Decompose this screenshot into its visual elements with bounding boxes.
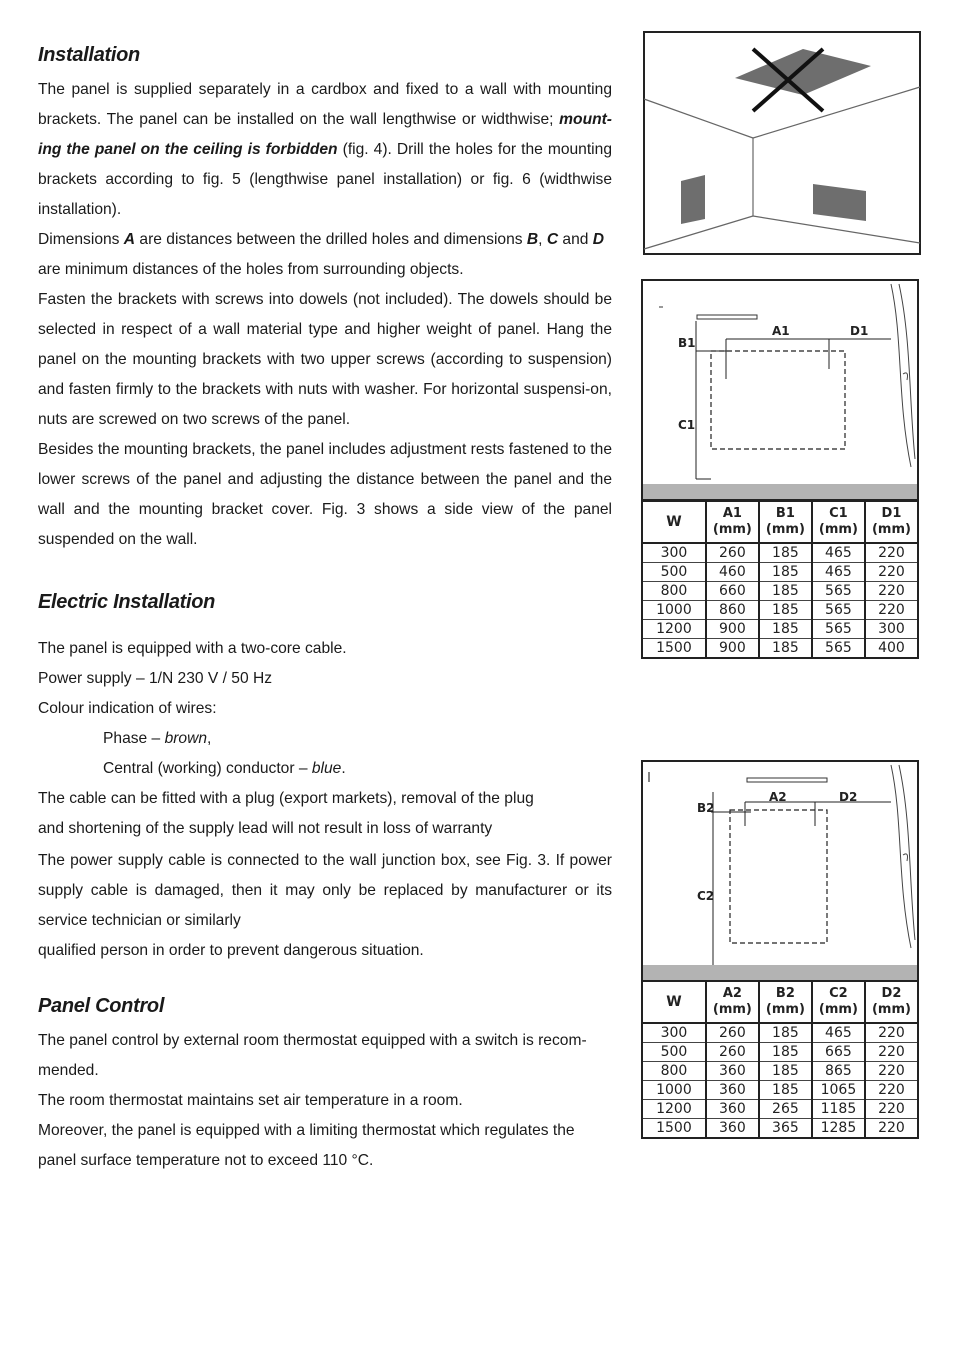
table-cell: 220 [865,1081,918,1100]
table-cell: 265 [759,1100,812,1119]
fig5-label-d: D1 [850,324,869,338]
table-cell: 185 [759,1062,812,1081]
table-cell: 360 [706,1119,759,1139]
table-cell: 1285 [812,1119,865,1139]
table-cell: 1500 [642,639,706,659]
table-header-row [642,981,918,1023]
table-cell: 220 [865,1062,918,1081]
table-cell: 1065 [812,1081,865,1100]
table-cell: 185 [759,639,812,659]
table-cell: 185 [759,601,812,620]
table-cell: 220 [865,1119,918,1139]
table-cell: 865 [812,1062,865,1081]
table-cell: 185 [759,543,812,563]
table-cell: 185 [759,620,812,639]
fig6-dimension-table [641,980,919,1139]
table-header-cell: W [642,501,706,543]
installation-paragraph-4: Besides the mounting brackets, the panel includes adjustment rests fastened to the lower screws of the panel and adjusting the distance between the panel and the wall and the mounting bracket cover. Fig. 3 shows a side view of the panel suspended on the wall. [38,441,612,548]
table-row [642,582,918,601]
figure-widthwise-installation [641,760,919,982]
figure-room-ceiling-forbidden [643,31,921,255]
electric-line-qualified: qualified person in order to prevent dangerous situation. [38,942,424,959]
fig6-label-a: A2 [769,790,787,804]
installation-paragraph-2: Dimensions A are distances between the drilled holes and dimensions B, C and D are minimum distances of the holes from surrounding objects. [38,231,605,278]
installation-text [38,75,612,555]
ceiling-warning: mount-ing the panel on the ceiling is forbidden [38,111,612,158]
table-row [642,1081,918,1100]
table-cell: 565 [812,582,865,601]
control-text [38,1026,612,1176]
table-cell: 185 [759,1081,812,1100]
table-header-cell: D1 (mm) [865,501,918,543]
table-cell: 360 [706,1081,759,1100]
table-cell: 220 [865,582,918,601]
table-row [642,1023,918,1043]
table-row [642,1100,918,1119]
table-row [642,1043,918,1062]
electric-line-central: Central (working) conductor – blue. [103,760,346,777]
table-cell: 260 [706,1043,759,1062]
installation-paragraph-3: Fasten the brackets with screws into dowels (not included). The dowels should be selected in respect of a wall material type and higher weight of panel. Hang the panel on the mounting brackets with two upper screws (according to suspension) and fasten firmly to the brackets with nuts with washer. For horizontal suspensi-on, nuts are screwed on two screws of the panel. [38,291,612,428]
table-cell: 220 [865,1100,918,1119]
table-cell: 565 [812,601,865,620]
fig5-dimension-table [641,500,919,659]
table-cell: 565 [812,620,865,639]
table-cell: 185 [759,1043,812,1062]
table-cell: 465 [812,1023,865,1043]
control-line-limit: Moreover, the panel is equipped with a limiting thermostat which regulates the [38,1122,575,1139]
electric-line-colour: Colour indication of wires: [38,700,217,717]
table-header-row [642,501,918,543]
installation-heading: Installation [38,44,140,66]
table-cell: 800 [642,582,706,601]
table-header-cell: A2 (mm) [706,981,759,1023]
table-cell: 860 [706,601,759,620]
table-cell: 500 [642,563,706,582]
table-cell: 665 [812,1043,865,1062]
table-row [642,620,918,639]
fig6-label-d: D2 [839,790,858,804]
table-cell: 465 [812,543,865,563]
table-cell: 900 [706,639,759,659]
fig5-label-a: A1 [772,324,790,338]
fig6-label-b: B2 [697,801,715,815]
table-row [642,543,918,563]
table-row [642,563,918,582]
table-cell: 1200 [642,1100,706,1119]
table-cell: 300 [642,1023,706,1043]
table-cell: 185 [759,1023,812,1043]
table-cell: 220 [865,543,918,563]
table-cell: 1000 [642,1081,706,1100]
electric-paragraph-junction: The power supply cable is connected to the wall junction box, see Fig. 3. If power supply cable is damaged, then it may only be replaced by manufacturer or its service technician or similarly [38,852,612,929]
table-cell: 400 [865,639,918,659]
fig5-label-b: B1 [678,336,696,350]
table-cell: 220 [865,601,918,620]
electric-line-power: Power supply – 1/N 230 V / 50 Hz [38,670,273,687]
table-cell: 260 [706,1023,759,1043]
table-cell: 300 [865,620,918,639]
table-cell: 220 [865,563,918,582]
control-heading: Panel Control [38,995,165,1017]
table-header-cell: C1 (mm) [812,501,865,543]
control-line-temp: panel surface temperature not to exceed 110 °C. [38,1152,374,1169]
table-cell: 465 [812,563,865,582]
table-header-cell: B1 (mm) [759,501,812,543]
table-header-cell: A1 (mm) [706,501,759,543]
table-cell: 1200 [642,620,706,639]
table-cell: 220 [865,1043,918,1062]
table-cell: 460 [706,563,759,582]
table-cell: 800 [642,1062,706,1081]
fig5-label-c: C1 [678,418,696,432]
table-cell: 220 [865,1023,918,1043]
table-row [642,1062,918,1081]
wall-panel-left [681,175,705,224]
table-row [642,1119,918,1139]
table-cell: 185 [759,563,812,582]
table-row [642,639,918,659]
table-header-cell: C2 (mm) [812,981,865,1023]
table-cell: 660 [706,582,759,601]
table-cell: 300 [642,543,706,563]
table-header-cell: B2 (mm) [759,981,812,1023]
table-cell: 900 [706,620,759,639]
figure-lengthwise-installation [641,279,919,501]
fig6-label-c: C2 [697,889,715,903]
installation-paragraph-1: The panel is supplied separately in a cardbox and fixed to a wall with mounting brackets. The panel can be installed on the wall lengthwise or widthwise; mount-ing the panel on the ceiling is forbidden (fig. 4). Drill the holes for the mounting brackets according to fig. 5 (lengthwise panel installation) or fig. 6 (widthwise installation). [38,81,612,218]
table-cell: 360 [706,1100,759,1119]
table-row [642,601,918,620]
electric-heading: Electric Installation [38,591,216,613]
electric-line-cable: The panel is equipped with a two-core cable. [38,640,347,657]
electric-line-phase: Phase – brown, [103,730,212,747]
table-cell: 360 [706,1062,759,1081]
table-cell: 365 [759,1119,812,1139]
control-paragraph-1: The panel control by external room thermostat equipped with a switch is recom-mended. [38,1032,587,1079]
control-line-room: The room thermostat maintains set air temperature in a room. [38,1092,463,1109]
table-cell: 260 [706,543,759,563]
table-header-cell: W [642,981,706,1023]
table-cell: 185 [759,582,812,601]
table-cell: 1000 [642,601,706,620]
table-cell: 1185 [812,1100,865,1119]
table-cell: 1500 [642,1119,706,1139]
table-cell: 500 [642,1043,706,1062]
electric-line-warranty: and shortening of the supply lead will not result in loss of warranty [38,820,493,837]
table-header-cell: D2 (mm) [865,981,918,1023]
table-cell: 565 [812,639,865,659]
electric-text [38,634,612,966]
electric-line-plug: The cable can be fitted with a plug (export markets), removal of the plug [38,790,534,807]
